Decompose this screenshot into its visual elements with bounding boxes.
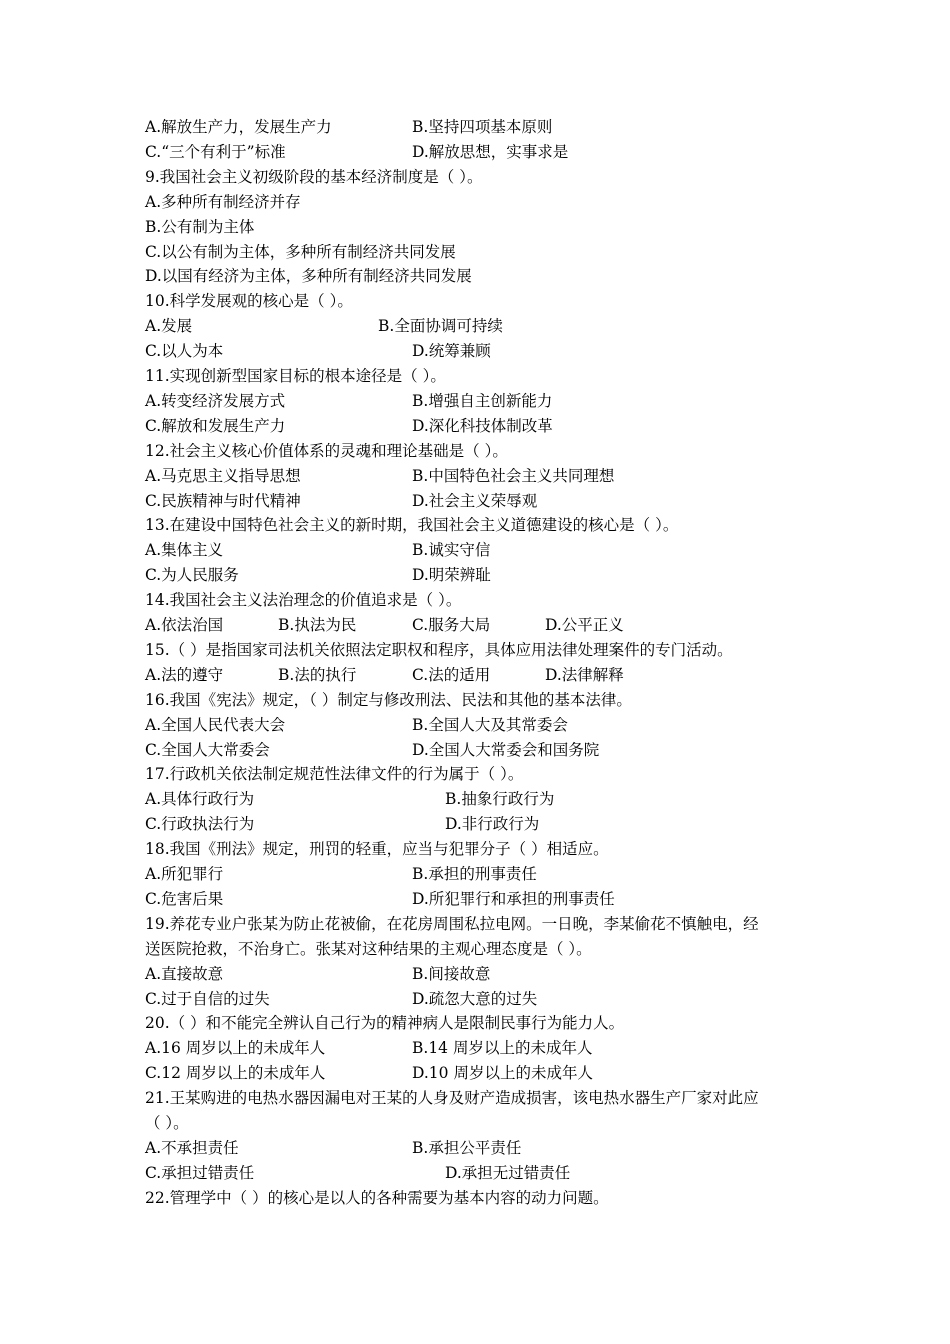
answer-option: B.法的执行	[278, 665, 357, 684]
answer-option: C.民族精神与时代精神	[145, 491, 301, 510]
option-row	[145, 738, 815, 762]
answer-option: C.承担过错责任	[145, 1163, 255, 1182]
question-text-line: 17.行政机关依法制定规范性法律文件的行为属于（ ）。	[145, 765, 524, 784]
option-row	[145, 1136, 815, 1160]
answer-option: B.14 周岁以上的未成年人	[412, 1039, 593, 1058]
option-row	[145, 389, 815, 413]
question-text-line: 16.我国《宪法》规定，（ ）制定与修改刑法、民法和其他的基本法律。	[145, 690, 632, 709]
answer-option: D.统筹兼顾	[412, 342, 491, 361]
option-row	[145, 489, 815, 513]
option-row	[145, 962, 815, 986]
question-text-line: 20.（ ）和不能完全辨认自己行为的精神病人是限制民事行为能力人。	[145, 1014, 625, 1033]
answer-option: A.集体主义	[145, 541, 224, 560]
answer-option: C.解放和发展生产力	[145, 416, 286, 435]
answer-option: A.全国人民代表大会	[145, 715, 286, 734]
question-text-line: 送医院抢救，不治身亡。张某对这种结果的主观心理态度是（ ）。	[145, 939, 592, 958]
answer-option: B.增强自主创新能力	[412, 391, 553, 410]
option-row	[145, 464, 815, 488]
option-row	[145, 787, 815, 811]
answer-option: C.过于自信的过失	[145, 989, 270, 1008]
answer-option: D.10 周岁以上的未成年人	[412, 1064, 593, 1083]
answer-option: A.直接故意	[145, 964, 224, 983]
answer-option: B.执法为民	[278, 616, 357, 634]
answer-option: C.全国人大常委会	[145, 740, 270, 759]
answer-option: C.以人为本	[145, 342, 224, 361]
option-row	[145, 563, 815, 587]
option-row	[145, 140, 815, 164]
answer-option: B.全面协调可持续	[378, 317, 503, 336]
question-text-line: B.公有制为主体	[145, 217, 255, 236]
question-text-line: （ ）。	[145, 1114, 189, 1132]
option-row	[145, 414, 815, 438]
answer-option: A.转变经济发展方式	[145, 391, 286, 410]
answer-option: A.所犯罪行	[145, 865, 224, 883]
answer-option: D.公平正义	[545, 616, 624, 634]
question-text-line: 19.养花专业户张某为防止花被偷，在花房周围私拉电网。一日晚，李某偷花不慎触电，经	[145, 914, 759, 933]
answer-option: D.承担无过错责任	[445, 1163, 571, 1182]
answer-option: B.抽象行政行为	[445, 790, 555, 809]
question-text-line: 22.管理学中（ ）的核心是以人的各种需要为基本内容的动力问题。	[145, 1188, 609, 1207]
answer-option: C.行政执法行为	[145, 815, 255, 834]
answer-option: D.解放思想，实事求是	[412, 142, 569, 161]
question-text-line: 18.我国《刑法》规定，刑罚的轻重，应当与犯罪分子（ ）相适应。	[145, 840, 609, 859]
option-row	[145, 115, 815, 139]
option-row	[145, 339, 815, 363]
answer-option: D.社会主义荣辱观	[412, 491, 538, 510]
answer-option: B.承担公平责任	[412, 1138, 522, 1157]
answer-option: D.非行政行为	[445, 815, 540, 834]
option-row	[145, 987, 815, 1011]
answer-option: D.疏忽大意的过失	[412, 989, 538, 1008]
answer-option: A.马克思主义指导思想	[145, 466, 301, 485]
question-text-line: 11.实现创新型国家目标的根本途径是（ ）。	[145, 367, 446, 385]
answer-option: B.坚持四项基本原则	[412, 118, 553, 136]
answer-option: D.深化科技体制改革	[412, 416, 553, 435]
question-text-line: C.以公有制为主体，多种所有制经济共同发展	[145, 242, 456, 261]
answer-option: D.所犯罪行和承担的刑事责任	[412, 889, 615, 908]
option-row	[145, 613, 815, 637]
option-row	[145, 713, 815, 737]
answer-option: D.明荣辨耻	[412, 566, 491, 585]
answer-option: A.法的遵守	[145, 665, 224, 684]
answer-option: A.发展	[145, 317, 193, 336]
answer-option: B.承担的刑事责任	[412, 865, 537, 883]
question-text-line: A.多种所有制经济并存	[145, 192, 301, 211]
answer-option: C.法的适用	[412, 665, 491, 684]
question-text-line: 10.科学发展观的核心是（ ）。	[145, 292, 353, 311]
answer-option: B.间接故意	[412, 964, 491, 983]
question-text-line: 12.社会主义核心价值体系的灵魂和理论基础是（ ）。	[145, 441, 508, 460]
answer-option: C.12 周岁以上的未成年人	[145, 1064, 326, 1083]
question-text-line: 21.王某购进的电热水器因漏电对王某的人身及财产造成损害，该电热水器生产厂家对此应	[145, 1089, 759, 1108]
answer-option: C.“三个有利于”标准	[145, 142, 286, 161]
answer-option: A.不承担责任	[145, 1138, 239, 1157]
question-text-line: 9.我国社会主义初级阶段的基本经济制度是（ ）。	[145, 167, 483, 186]
question-text-line: 14.我国社会主义法治理念的价值追求是（ ）。	[145, 591, 462, 610]
answer-option: C.为人民服务	[145, 566, 239, 585]
answer-option: B.中国特色社会主义共同理想	[412, 466, 615, 485]
question-text-line: 15.（ ）是指国家司法机关依照法定职权和程序，具体应用法律处理案件的专门活动。	[145, 640, 733, 659]
option-row	[145, 862, 815, 886]
answer-option: D.法律解释	[545, 665, 624, 684]
question-text-line: D.以国有经济为主体，多种所有制经济共同发展	[145, 267, 472, 286]
answer-option: B.全国人大及其常委会	[412, 715, 568, 734]
question-text-line: 13.在建设中国特色社会主义的新时期，我国社会主义道德建设的核心是（ ）。	[145, 516, 679, 535]
option-row	[145, 812, 815, 836]
answer-option: A.解放生产力，发展生产力	[145, 118, 332, 136]
option-row	[145, 314, 815, 338]
answer-option: C.服务大局	[412, 616, 491, 634]
answer-option: B.诚实守信	[412, 541, 491, 560]
answer-option: A.16 周岁以上的未成年人	[145, 1039, 326, 1058]
answer-option: D.全国人大常委会和国务院	[412, 740, 600, 759]
answer-option: A.依法治国	[145, 616, 224, 634]
option-row	[145, 538, 815, 562]
option-row	[145, 1161, 815, 1185]
option-row	[145, 1061, 815, 1085]
option-row	[145, 1036, 815, 1060]
option-row	[145, 663, 815, 687]
answer-option: C.危害后果	[145, 889, 224, 908]
option-row	[145, 887, 815, 911]
answer-option: A.具体行政行为	[145, 790, 255, 809]
